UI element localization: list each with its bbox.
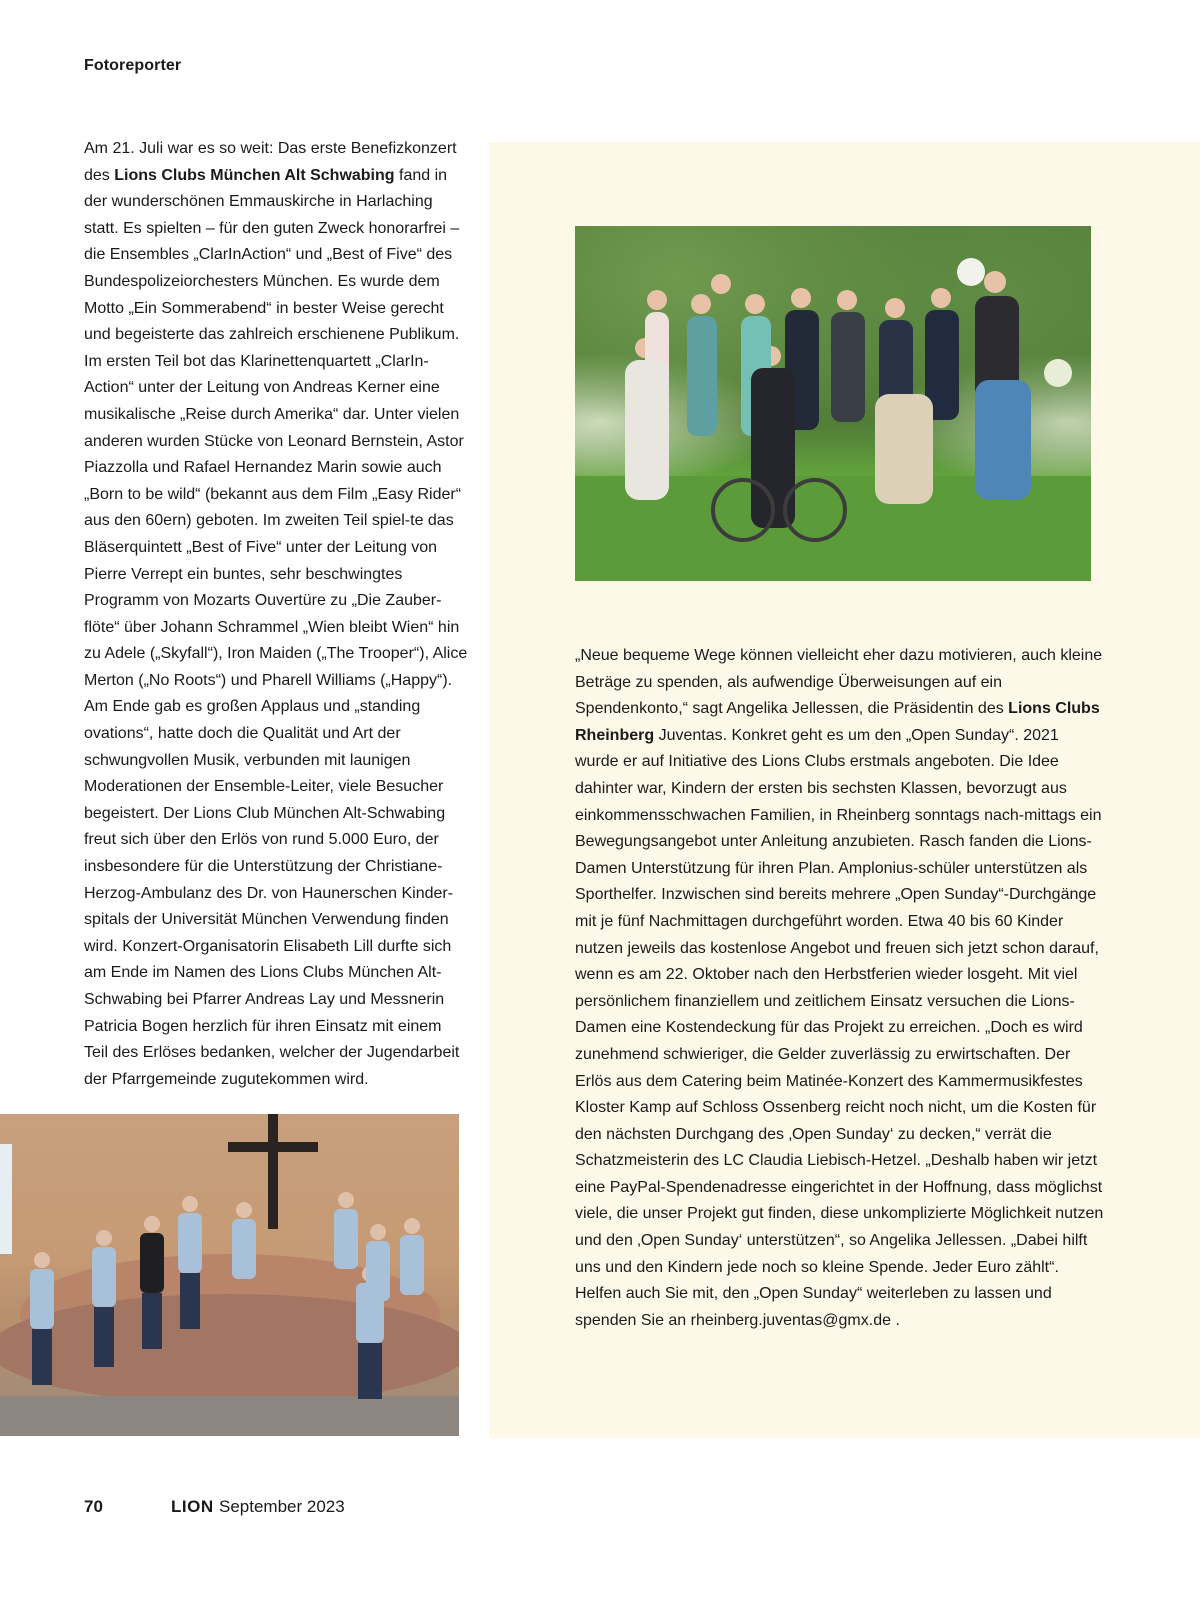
group-photo-illustration [575,226,1091,581]
article-right [575,643,1105,1334]
page-number: 70 [84,1497,103,1516]
club-name-rheinberg: Lions Clubs Rheinberg [575,700,1100,744]
issue-date: September 2023 [219,1497,345,1516]
article-left-body [84,136,468,1093]
article-left-text-2: fand in der wunderschönen Emmauskirche in Harlaching statt. Es spielten – für den guten Zweck honorarfrei – die Ensembles „ClarInAction“ und „Best of Five“ des Bundespolizeiorchesters München. Es wurde dem Motto „Ein Sommerabend“ in bester Weise gerecht und begeisterte das zahlreich erschienene Publikum. Im ersten Teil bot das Klarinettenquartett „ClarIn-Action“ unter der Leitung von Andreas Kerner eine musikalische „Reise durch Amerika“ dar. Unter vielen anderen wurden Stücke von Leonard Bernstein, Astor Piazzolla und Rafael Hernandez Marin sowie auch „Born to be wild“ (bekannt aus dem Film „Easy Rider“ aus den 60ern) geboten. Im zweiten Teil spiel-te das Bläserquintett „Best of Five“ unter der Leitung von Pierre Verrept ein buntes, sehr beschwingtes Programm von Mozarts Ouvertüre zu „Die Zauber-flöte“ über Johann Schrammel „Wien bleibt Wien“ hin zu Adele („Skyfall“), Iron Maiden („The Trooper“), Alice Merton („No Roots“) und Pharell Williams („Happy“). Am Ende gab es großen Applaus und „standing ovations“, hatte doch die Qualität und Art der schwungvollen Musik, verbunden mit launigen Moderationen der Ensemble-Leiter, viele Besucher begeistert. Der Lions Club München Alt-Schwabing freut sich über den Erlös von rund 5.000 Euro, der insbesondere für die Unterstützung der Christiane-Herzog-Ambulanz des Dr. von Haunerschen Kinder-spitals der Universität München Verwendung finden wird. Konzert-Organisatorin Elisabeth Lill durfte sich am Ende im Namen des Lions Clubs München Alt-Schwabing bei Pfarrer Andreas Lay und Messnerin Patricia Bogen herzlich für ihren Einsatz mit einem Teil des Erlöses bedanken, welcher der Jugendarbeit der Pfarrgemeinde zugutekommen wird. [84,166,468,1088]
magazine-name: LION [171,1497,214,1516]
article-right-text-2: Juventas. Konkret geht es um den „Open Sunday“. 2021 wurde er auf Initiative des Lions Clubs erstmals angeboten. Die Idee dahinter war, Kindern der ersten bis sechsten Klassen, bevorzugt aus einkommensschwachen Familien, in Rheinberg sonntags nach-mittags ein Bewegungsangebot unter Anleitung anzubieten. Rasch fanden die Lions-Damen Unterstützung für ihren Plan. Amplonius-schüler unterstützen als Sporthelfer. Inzwischen sind bereits mehrere „Open Sunday“-Durchgänge mit je fünf Nachmittagen durchgeführt worden. Etwa 40 bis 60 Kinder nutzen jeweils das kostenlose Angebot und freuen sich jetzt schon darauf, wenn es am 22. Oktober nach den Herbstferien wieder losgeht. Mit viel persönlichem finanziellem und zeitlichem Einsatz versuchen die Lions-Damen eine Kostendeckung für das Projekt zu erreichen. „Doch es wird zunehmend schwieriger, die Gelder zuverlässig zu erwirtschaften. Der Erlös aus dem Catering beim Matinée-Konzert des Kammermusikfestes Kloster Kamp auf Schloss Ossenberg reicht noch nicht, um die Kosten für den nächsten Durchgang des ‚Open Sunday‘ zu decken,“ verrät die Schatzmeisterin des LC Claudia Liebisch-Hetzel. „Deshalb haben wir jetzt eine PayPal-Spendenadresse eingerichtet in der Hoffnung, dass möglichst viele, die unser Projekt gut finden, diese unkomplizierte Möglichkeit nutzen und den ‚Open Sunday‘ unterstützen“, so Angelika Jellessen. „Dabei hilft uns und den Kindern jede noch so kleine Spende. Jeder Euro zählt“. Helfen auch Sie mit, den „Open Sunday“ weiterleben zu lassen und spenden Sie an rheinberg.juventas@gmx.de . [575,726,1104,1329]
section-label: Fotoreporter [84,57,182,74]
concert-photo-illustration [0,1114,459,1436]
group-photo [575,226,1091,581]
article-left [84,136,468,1093]
article-right-text-1: „Neue bequeme Wege können vielleicht eher dazu motivieren, auch kleine Beträge zu spenden, als aufwendige Überweisungen auf ein Spendenkonto,“ sagt Angelika Jellessen, die Präsidentin des [575,647,1103,718]
concert-photo [0,1114,459,1436]
club-name-alt-schwabing: Lions Clubs München Alt Schwabing [114,166,395,184]
article-left-text-1: Am 21. Juli war es so weit: Das erste Benefizkonzert des [84,140,457,184]
article-right-body [575,643,1105,1334]
